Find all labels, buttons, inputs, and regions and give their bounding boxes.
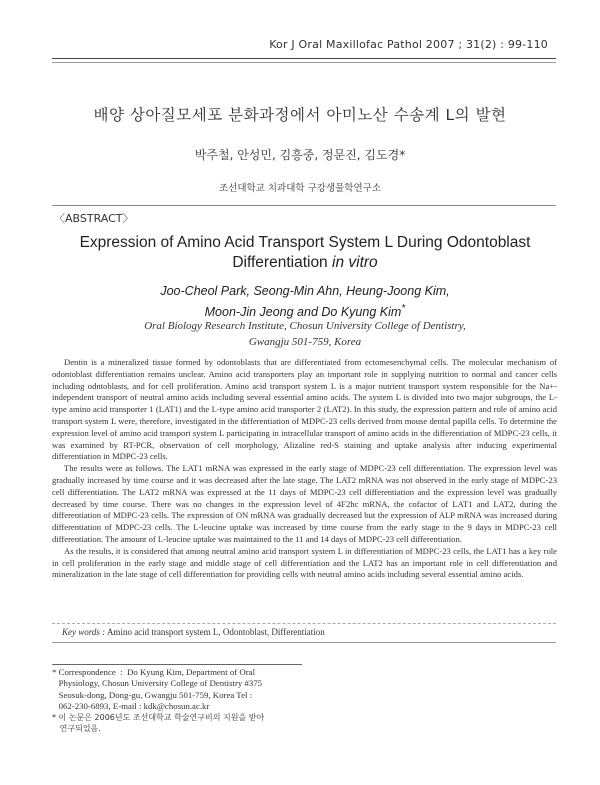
english-title-line2 bbox=[60, 253, 550, 273]
english-affiliation-line1: Oral Biology Research Institute, Chosun University College of Dentistry, bbox=[144, 320, 466, 332]
abstract-paragraph-3: As the results, it is considered that among neutral amino acid transport system L in differentiation of MDPC-23 cells, the LAT1 has a key role in cell proliferation in the early stage and middle stage of cell differentiation and the LAT2 has an important role in cell differentiation and mineralization in the late stage of cell differentiation for providing cells with neutral amino acids including several essential amino acids. bbox=[52, 545, 557, 580]
english-authors bbox=[60, 283, 550, 321]
english-authors-names: Moon-Jin Jeong and Do Kyung Kim bbox=[204, 305, 402, 320]
korean-title: 배양 상아질모세포 분화과정에서 아미노산 수송계 L의 발현 bbox=[93, 106, 507, 124]
keywords-bottom-rule bbox=[52, 642, 556, 643]
footnote-line-1: * Correspondence : Do Kyung Kim, Department of Oral bbox=[52, 667, 256, 677]
english-authors-line1: Joo-Cheol Park, Seong-Min Ahn, Heung-Joong Kim, bbox=[160, 284, 450, 298]
keywords-label: Key words : bbox=[62, 627, 106, 637]
korean-affiliation: 조선대학교 치과대학 구강생물학연구소 bbox=[218, 183, 382, 194]
abstract-label: 〈ABSTRACT〉 bbox=[54, 212, 134, 225]
english-affiliation-line2: Gwangju 501-759, Korea bbox=[248, 336, 362, 348]
journal-citation: Kor J Oral Maxillofac Pathol 2007 ; 31(2) : 99-110 bbox=[269, 38, 548, 51]
english-title bbox=[60, 233, 550, 273]
header-rule-thin bbox=[52, 62, 556, 63]
footnote-line-3: Seosuk-dong, Dong-gu, Gwangju 501-759, Korea Tel : bbox=[52, 689, 253, 700]
footnote-line-5: * 이 논문은 2006년도 조선대학교 학술연구비의 지원을 받아 bbox=[52, 713, 265, 723]
english-title-italic: in vitro bbox=[332, 254, 378, 271]
footnote-line-2: Physiology, Chosun University College of Dentistry #375 bbox=[52, 678, 263, 689]
section-rule bbox=[52, 205, 556, 206]
abstract-paragraph-1: Dentin is a mineralized tissue formed by odontoblasts that are differentiated from ectomesenchymal cells. The molecular mechanism of odontoblast differentiation remains unclear. Amino acid transporters play an important role in supplying nutrition to normal and cancer cells including odntoblasts, and for cell proliferation. Amino acid transport system L is a major nutrient transport system responsible for the Na+-independent transport of neutral amino acids including several essential amino acids. The system L is divided into two major subgroups, the L-type amino acid transporter 1 (LAT1) and the L-type amino acid transporter 2 (LAT2). In this study, the expression pattern and role of amino acid transport system L were, therefore, investigated in the differentiation of MDPC-23 cells derived from mouse dental papilla cells. To determine the expression level of amino acid transport system L participating in intracellular transport of amino acids in the differentiation of MDPC-23 cells, it was examined by RT-PCR, observation of cell morphology, Alizaline red-S staining and uptake analysis after inducing experimental differentiation in MDPC-23 cells. bbox=[52, 357, 557, 462]
abstract-paragraph-2: The results were as follows. The LAT1 mRNA was expressed in the early stage of MDPC-23 cell differentiation. The expression level was gradually increased by time course and it was decreased after the late stage. The LAT2 mRNA was not observed in the early stage of MDPC-23 cell differentiation. The LAT2 mRNA was expressed at the 11 days of MDPC-23 cell differentiation and the expression level was gradually decreased by time course. There was no changes in the expression level of 4F2hc mRNA, the cofactor of LAT1 and LAT2, during the differentiation of MDPC-23 cells. The expression of ON mRNA was gradually decreased but the expression of ALP mRNA was increased during differentiation of MDPC-23 cells. The L-leucine uptake was increased by time course from the early stage to the 9 days in MDPC-23 cell differentiation. The amount of L-leucine uptake was maintained to the 11 and 14 days of MDPC-23 cell differentiation. bbox=[52, 463, 557, 544]
korean-authors: 박주철, 안성민, 김흥중, 정문진, 김도경* bbox=[194, 148, 406, 162]
abstract-body bbox=[52, 357, 557, 581]
footnote-line-6: 연구되었음. bbox=[52, 724, 101, 734]
footnote-line-4: 062-230-6893, E-mail : kdk@chosun.ac.kr bbox=[52, 700, 210, 711]
keywords-text: Amino acid transport system L, Odontoblast, Differentiation bbox=[106, 627, 325, 637]
english-title-line1: Expression of Amino Acid Transport System L During Odontoblast bbox=[79, 234, 531, 251]
keywords bbox=[62, 627, 325, 637]
corresponding-mark: * bbox=[401, 303, 406, 314]
footnote-rule bbox=[52, 664, 302, 665]
footnote bbox=[52, 667, 307, 735]
keywords-rule bbox=[52, 623, 556, 624]
english-affiliation bbox=[60, 318, 550, 350]
english-title-plain: Differentiation bbox=[232, 254, 332, 271]
header-rule bbox=[52, 58, 556, 59]
